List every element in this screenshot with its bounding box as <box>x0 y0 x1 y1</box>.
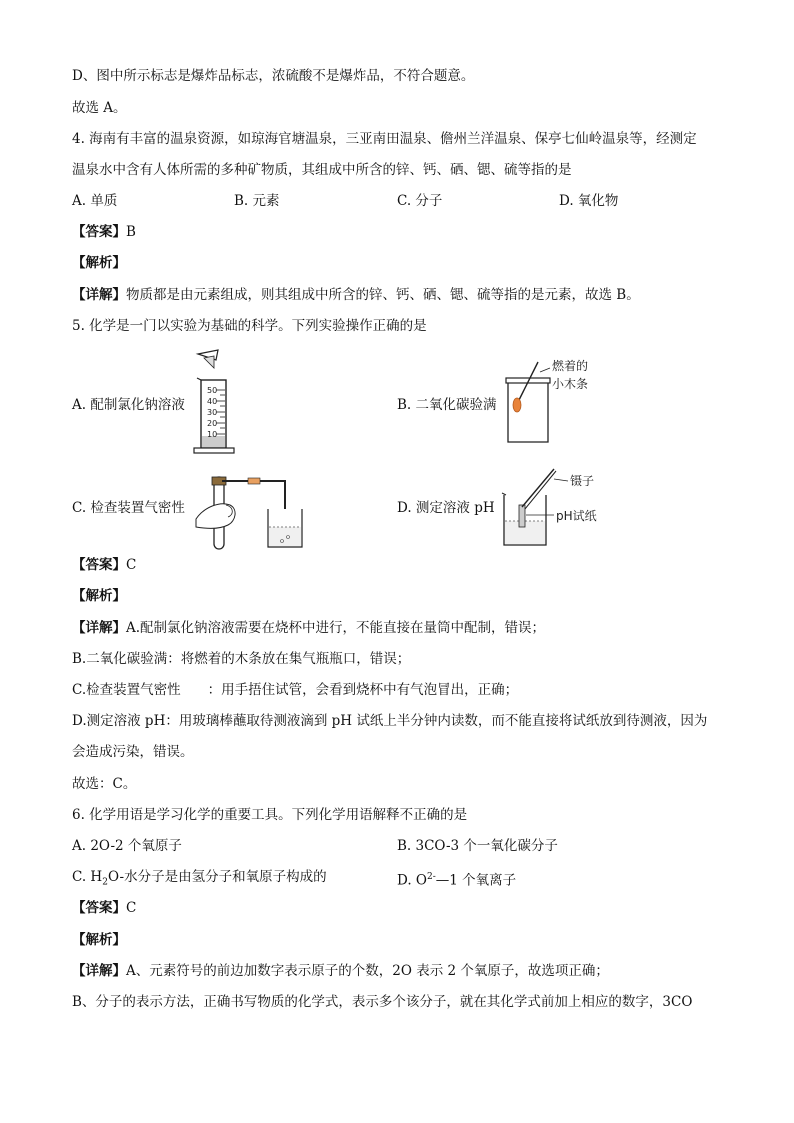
answer-value: C <box>126 900 137 916</box>
explanation-line-d: D、图中所示标志是爆炸品标志，浓硫酸不是爆炸品，不符合题意。 <box>72 68 475 84</box>
detail-6 <box>72 961 609 981</box>
ph-paper-label: pH试纸 <box>556 509 597 523</box>
q6-d-text: —1 个氧离子 <box>435 872 517 889</box>
answer-tag: 【答案】 <box>72 224 126 240</box>
q6-option-d <box>397 867 516 891</box>
question-6-stem: 6. 化学用语是学习化学的重要工具。下列化学用语解释不正确的是 <box>72 807 468 823</box>
explanation-5d-line2: 会造成污染，错误。 <box>72 744 194 760</box>
explanation-5b: B.二氧化碳验满：将燃着的木条放在集气瓶瓶口，错误； <box>72 651 411 667</box>
question-4-stem-line2: 温泉水中含有人体所需的多种矿物质，其组成中所含的锌、钙、硒、锶、硫等指的是 <box>72 162 572 178</box>
detail-text: A.配制氯化钠溶液需要在烧杯中进行，不能直接在量筒中配制，错误； <box>126 620 546 636</box>
tick-20: 20 <box>207 419 218 428</box>
answer-value: C <box>126 557 137 573</box>
answer-4 <box>72 222 136 242</box>
q6-option-a: A. 2O-2 个氧原子 <box>72 838 182 854</box>
tick-40: 40 <box>207 397 218 406</box>
tweezers-label: 镊子 <box>570 474 595 488</box>
q4-option-a: A. 单质 <box>72 193 118 209</box>
detail-text: 物质都是由元素组成，则其组成中所含的锌、钙、硒、锶、硫等指的是元素，故选 B。 <box>126 287 640 303</box>
detail-tag: 【详解】 <box>72 287 126 303</box>
explanation-6b: B、分子的表示方法，正确书写物质的化学式，表示多个该分子，就在其化学式前加上相应的数字，3CO <box>72 994 693 1010</box>
analysis-tag-5: 【解析】 <box>72 588 126 604</box>
selection-text: 故选 A。 <box>72 100 127 116</box>
q6-d-prefix: D. O <box>397 872 427 889</box>
q5-option-a: A. 配制氯化钠溶液 <box>72 397 185 413</box>
tick-10: 10 <box>207 430 218 439</box>
q6-d-superscript: 2- <box>427 872 436 882</box>
q5-option-c: C. 检查装置气密性 <box>72 500 185 516</box>
ph-test-figure <box>498 465 618 550</box>
answer-value: B <box>126 224 136 240</box>
airtightness-figure <box>190 465 320 553</box>
detail-tag: 【详解】 <box>72 963 126 979</box>
answer-tag: 【答案】 <box>72 557 126 573</box>
graduated-cylinder-figure <box>190 350 240 460</box>
q4-option-d: D. 氧化物 <box>559 193 619 209</box>
q5-option-b: B. 二氧化碳验满 <box>397 397 497 413</box>
analysis-tag-4: 【解析】 <box>72 255 126 271</box>
q5-option-d: D. 测定溶液 pH <box>397 500 495 516</box>
detail-4 <box>72 285 640 305</box>
selection-5: 故选：C。 <box>72 776 137 792</box>
q4-option-c: C. 分子 <box>397 193 443 209</box>
splint-label-1: 燃着的 <box>552 359 589 373</box>
q6-c-subscript: 2 <box>102 877 108 888</box>
detail-5 <box>72 618 545 638</box>
tick-30: 30 <box>207 408 218 417</box>
answer-5 <box>72 555 136 575</box>
detail-tag: 【详解】 <box>72 620 126 636</box>
gas-jar-figure <box>500 358 610 448</box>
q6-c-text: O-水分子是由氢分子和氧原子构成的 <box>107 869 327 885</box>
answer-6 <box>72 898 136 918</box>
tick-50: 50 <box>207 386 218 395</box>
detail-text: A、元素符号的前边加数字表示原子的个数，2O 表示 2 个氧原子，故选项正确； <box>126 963 609 979</box>
analysis-tag-6: 【解析】 <box>72 932 126 948</box>
explanation-5c: C.检查装置气密性 ：用手捂住试管，会看到烧杯中有气泡冒出，正确； <box>72 682 519 698</box>
q6-c-prefix: C. H <box>72 869 103 885</box>
question-4-stem-line1: 4. 海南有丰富的温泉资源，如琼海官塘温泉，三亚南田温泉、儋州兰洋温泉、保亭七仙岭温泉等，经测定 <box>72 131 697 147</box>
explanation-5d-line1: D.测定溶液 pH：用玻璃棒蘸取待测液滴到 pH 试纸上半分钟内读数，而不能直接将试纸放到待测液，因为 <box>72 713 708 729</box>
q6-option-b: B. 3CO-3 个一氧化碳分子 <box>397 838 558 854</box>
q6-option-c <box>72 867 327 893</box>
answer-tag: 【答案】 <box>72 900 126 916</box>
question-5-stem: 5. 化学是一门以实验为基础的科学。下列实验操作正确的是 <box>72 318 427 334</box>
splint-label-2: 小木条 <box>552 377 589 391</box>
q4-option-b: B. 元素 <box>234 193 280 209</box>
